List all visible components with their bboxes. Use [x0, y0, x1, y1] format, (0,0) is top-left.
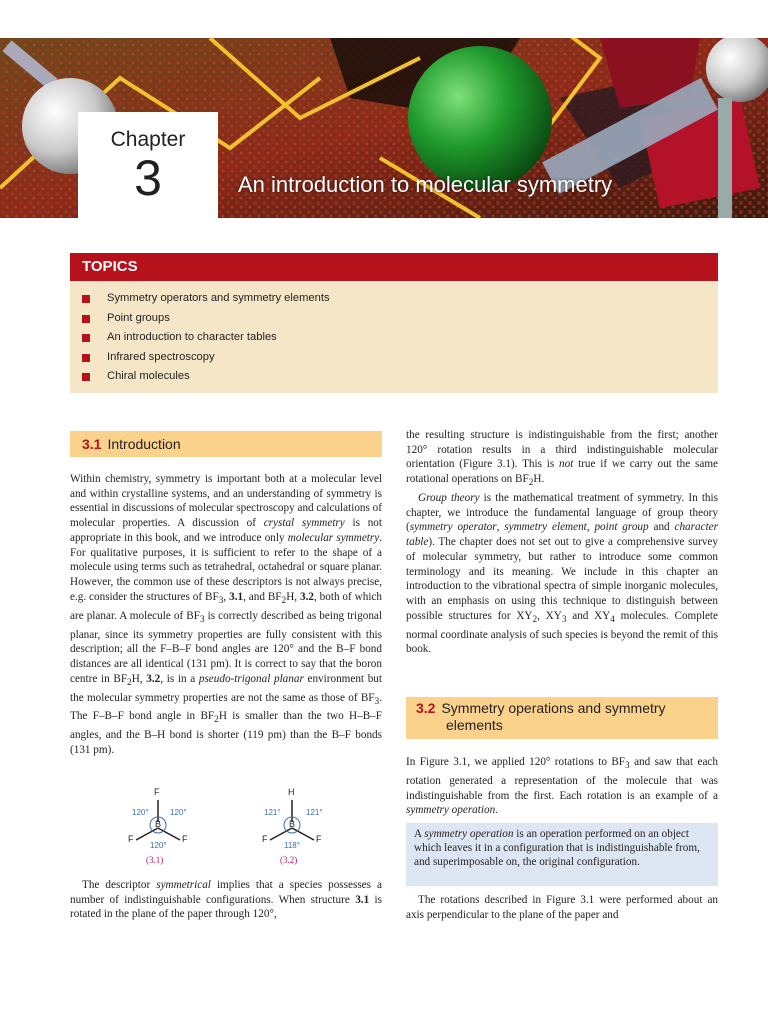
angle-label: 120°: [170, 808, 187, 817]
angle-label: 121°: [306, 808, 323, 817]
angle-label: 121°: [264, 808, 281, 817]
topics-list: [70, 281, 718, 387]
structure-label: (3.1): [146, 855, 164, 865]
structure-label: (3.2): [280, 855, 298, 865]
paragraph: The descriptor symmetrical implies that a species possesses a number of indistinguishable configurations. When structure 3.1 is rotated in the plane of the paper through 120°,: [70, 879, 382, 921]
topic-item: An introduction to character tables: [82, 328, 718, 348]
section-title: Introduction: [107, 436, 181, 452]
atom-label: F: [182, 834, 188, 844]
chapter-number: 3: [134, 150, 162, 206]
topic-item: Symmetry operators and symmetry elements: [82, 289, 718, 309]
section-title-cont: elements: [446, 717, 503, 733]
paragraph: In Figure 3.1, we applied 120° rotations to $BF_3$ and saw that each rotation generated a representation of the molecule that was indistinguishable from the first. Each rotation is an example of a symmetry operation.: [406, 756, 718, 817]
left-column-body-2: [70, 878, 382, 922]
topic-item: Point groups: [82, 309, 718, 329]
structure-3-2: [254, 786, 334, 870]
section-number: 3.1: [82, 436, 102, 452]
section-heading-3-1: [70, 431, 382, 457]
atom-label: H: [288, 787, 295, 797]
atom-label: F: [262, 834, 268, 844]
section-number: 3.2: [416, 700, 436, 716]
right-column-body: [406, 428, 718, 657]
atom-label: B: [155, 819, 162, 829]
structure-3-1: [120, 786, 200, 870]
chapter-label-box: [78, 112, 218, 218]
angle-label: 120°: [150, 841, 167, 850]
paragraph: Within chemistry, symmetry is important both at a molecular level and within crystalline systems, and an understanding of symmetry is essential in discussions of molecular spectroscopy and calculations of molecular properties. A discussion of crystal symmetry is not appropriate in this book, and we introduce only molecular symmetry. For qualitative purposes, it is sufficient to refer to the shape of a molecule using terms such as tetrahedral, octahedral or square planar. However, the common use of these descriptors is not always precise, e.g. consider the structures of $BF_3$, 3.1, and $BF_2H$, 3.2, both of which are planar. A molecule of $BF_3$ is correctly described as being trigonal planar, since its symmetry properties are fully consistent with this description; all the F–B–F bond angles are 120° and the B–F bond distances are all identical (131 pm). It is correct to say that the boron centre in $BF_2H$, 3.2, is in a pseudo-trigonal planar environment but the molecular symmetry properties are not the same as those of $BF_3$. The F–B–F bond angle in $BF_2H$ is smaller than the two H–B–F angles, and the B–H bond is shorter (119 pm) than the B–F bonds (131 pm).: [70, 473, 383, 757]
chapter-word: Chapter: [110, 128, 186, 151]
topic-item: Chiral molecules: [82, 367, 718, 387]
right-column-body-2: [406, 755, 718, 818]
section-title: Symmetry operations and symmetry: [441, 700, 666, 716]
atom-label: F: [316, 834, 322, 844]
section-heading-3-2: [406, 697, 718, 739]
left-column-body: [70, 472, 382, 758]
paragraph: the resulting structure is indistinguishable from the first; another 120° rotation results in a third indistinguishable molecular orientation (Figure 3.1). This is not true if we carry out the same rotational operations on $BF_2H$.: [406, 429, 718, 489]
definition-callout: A symmetry operation is an operation performed on an object which leaves it in a configuration that is indistinguishable from, and superimposable on, the original configuration.: [406, 823, 718, 886]
right-column-body-3: [406, 893, 718, 922]
paragraph: The rotations described in Figure 3.1 were performed about an axis perpendicular to the plane of the paper and: [406, 894, 718, 921]
atom-label: B: [289, 819, 296, 829]
topic-item: Infrared spectroscopy: [82, 348, 718, 368]
chapter-title: An introduction to molecular symmetry: [238, 172, 613, 197]
topics-box: [70, 253, 718, 393]
topics-heading: TOPICS: [70, 253, 718, 281]
angle-label: 118°: [284, 841, 300, 850]
atom-label: F: [154, 787, 160, 797]
angle-label: 120°: [132, 808, 149, 817]
paragraph: Group theory is the mathematical treatment of symmetry. In this chapter, we introduce the fundamental language of group theory (symmetry operator, symmetry element, point group and character table). The chapter does not set out to give a comprehensive survey of molecular symmetry, but rather to introduce some common terminology and its meaning. We include in this chapter an introduction to the vibrational spectra of simple inorganic molecules, with an emphasis on using this technique to distinguish between possible structures for $XY_2$, $XY_3$ and $XY_4$ molecules. Complete normal coordinate analysis of such species is beyond the remit of this book.: [406, 492, 718, 656]
atom-label: F: [128, 834, 134, 844]
